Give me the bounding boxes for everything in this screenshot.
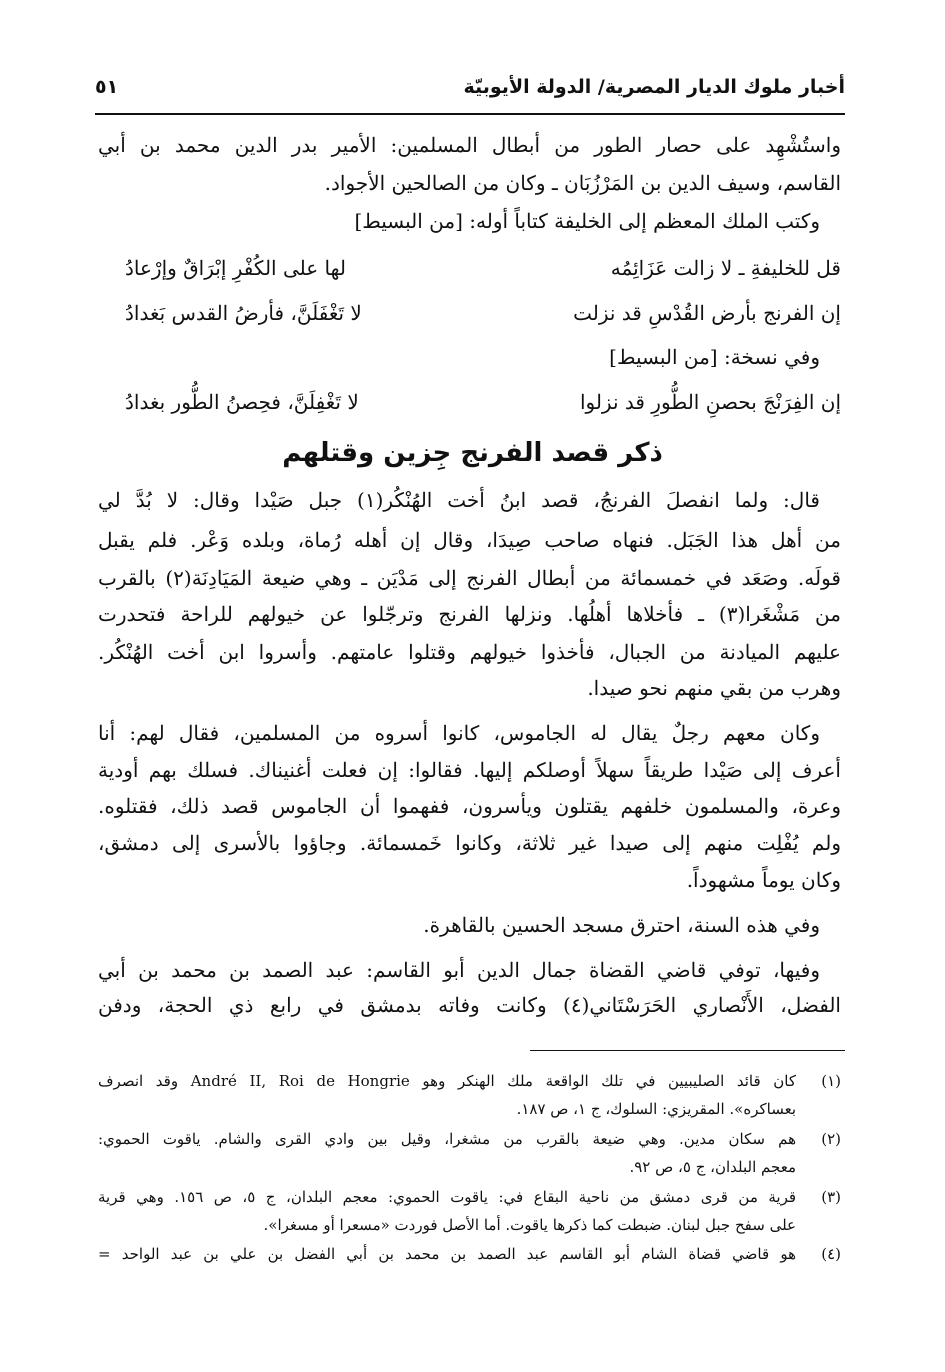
footnote-text: معجم البلدان، ج ٥، ص ٩٢. <box>629 1158 796 1176</box>
running-header <box>95 76 845 106</box>
footnote-number: (٣) <box>821 1188 841 1206</box>
text-line: ولم يُفْلِت منهم إلى صيدا غير ثلاثة، وكانوا خَمسمائة. وجاؤوا بالأسرى إلى دمشق، <box>98 831 841 855</box>
text-line: وكتب الملك المعظم إلى الخليفة كتاباً أوله: [من البسيط] <box>354 209 820 233</box>
text-line: واستُشْهِد على حصار الطور من أبطال المسلمين: الأمير بدر الدين محمد بن أبي <box>98 133 841 157</box>
header-rule <box>95 113 845 115</box>
text-line: قال: ولما انفصلَ الفرنجُ، قصد ابنُ أخت الهُنْكُر(١) جبل صَيْدا وقال: لا بُدَّ لي <box>98 488 820 512</box>
footnote-rule <box>530 1050 845 1051</box>
text-line: وفيها، توفي قاضي القضاة جمال الدين أبو القاسم: عبد الصمد بن محمد بن أبي <box>98 958 820 982</box>
footnote-text: هم سكان مدين. وهي ضيعة بالقرب من مشغرا، وقيل بين وادي القرى والشام. ياقوت الحموي: <box>98 1130 796 1148</box>
text-line: وكان معهم رجلٌ يقال له الجاموس، كانوا أسروه من المسلمين، فقال لهم: أنا <box>98 721 820 745</box>
footnote-text: قرية من قرى دمشق من ناحية البقاع في: ياقوت الحموي: معجم البلدان، ج ٥، ص ١٥٦. وهي قرية <box>98 1188 797 1206</box>
verse-second-hemistich: لا تَغْفَلَنَّ، فأرضُ القدس بَغدادُ <box>125 301 362 325</box>
text-line: عليهم الميادنة من الجبال، فأخذوا خيولهم وقتلوا عامتهم. وأسروا ابن أخت الهُنْكُر. <box>98 640 841 664</box>
verse-first-hemistich: إن الفرنج بأرض القُدْسِ قد نزلت <box>573 301 841 325</box>
section-heading: ذكر قصد الفرنج جِزين وقتلهم <box>282 438 663 468</box>
text-line: أعرف إلى صَيْدا طريقاً سهلاً أوصلكم إليها. فقالوا: إن فعلت أغنيناك. فسلك بهم أودية <box>98 758 841 782</box>
footnote-number: (٢) <box>821 1130 841 1148</box>
verse-line <box>125 253 841 283</box>
footnote-text: هو قاضي قضاة الشام أبو القاسم عبد الصمد بن محمد بن أبي الفضل بن علي بن عبد الواحد = <box>98 1245 796 1263</box>
variant-label: وفي نسخة: [من البسيط] <box>609 345 820 369</box>
text-line: وعرة، والمسلمون خلفهم يقتلون ويأسرون، ففهموا أن الجاموس قصد ذلك، فقتلوه. <box>98 794 841 818</box>
verse-first-hemistich: إن الفِرَنْجَ بحصنِ الطُّورِ قد نزلوا <box>579 390 841 414</box>
text-line: من أهل هذا الجَبَل. فنهاه صاحب صِيدَا، وقال إن أهله رُماة، وبلده وَعْر. فلم يقبل <box>98 528 841 552</box>
footnote-number: (٤) <box>821 1245 841 1263</box>
text-line: الفضل، الأَنْصاري الحَرَسْتَاني(٤) وكانت وفاته بدمشق في رابع ذي الحجة، ودفن <box>98 993 841 1017</box>
footnote-number: (١) <box>821 1072 841 1090</box>
verse-line <box>125 298 841 328</box>
page-number: ٥١ <box>95 76 119 98</box>
text-line: وفي هذه السنة، احترق مسجد الحسين بالقاهرة. <box>423 913 820 937</box>
text-line: قولَه. وصَعَد في خمسمائة من أبطال الفرنج إلى مَدْيَن ـ وهي ضيعة المَيَادِنَة(٢) بالقرب <box>98 566 841 590</box>
verse-second-hemistich: لها على الكُفْرِ إبْرَاقٌ وإرْعادُ <box>125 256 346 280</box>
verse-second-hemistich: لا تَغْفِلَنَّ، فحِصنُ الطُّور بغدادُ <box>125 390 359 414</box>
running-title: أخبار ملوك الديار المصرية/ الدولة الأيوبيّة <box>463 76 845 98</box>
footnote-text: على سفح جبل لبنان. ضبطت كما ذكرها ياقوت. أما الأصل فوردت «مسعرا أو مسغرا». <box>263 1216 796 1234</box>
text-line: وهرب من بقي منهم نحو صيدا. <box>587 676 841 700</box>
verse-first-hemistich: قل للخليفةِ ـ لا زالت عَزَائِمُه <box>610 256 841 280</box>
footnote-text: كان قائد الصليبيين في تلك الواقعة ملك الهنكر وهو André II, Roi de Hongrie وقد انصرف <box>98 1072 796 1090</box>
text-line: من مَشْغَرا(٣) ـ فأخلاها أهلُها. ونزلها الفرنج وترجّلوا عن خيولهم للراحة فتحدرت <box>98 602 841 626</box>
verse-line <box>125 387 841 417</box>
footnote-text: بعساكره». المقريزي: السلوك، ج ١، ص ١٨٧. <box>516 1100 796 1118</box>
text-line: وكان يوماً مشهوداً. <box>686 868 841 892</box>
text-line: القاسم، وسيف الدين بن المَرْزُبَان ـ وكان من الصالحين الأجواد. <box>324 171 841 195</box>
